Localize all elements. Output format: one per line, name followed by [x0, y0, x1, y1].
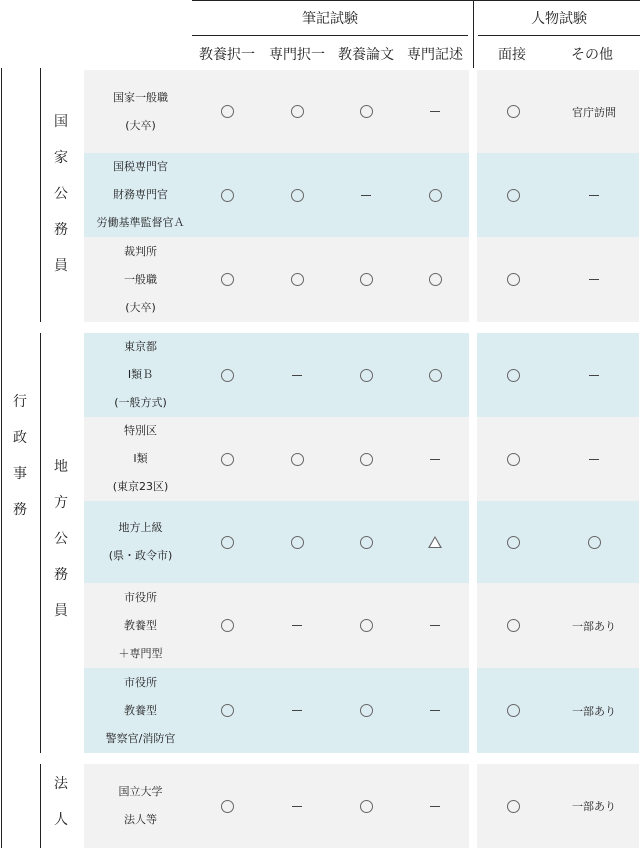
circle-mark-icon	[507, 273, 520, 286]
header-personal-underline	[478, 35, 640, 36]
table-cell	[262, 333, 332, 417]
table-cell	[192, 668, 262, 753]
circle-mark-icon	[221, 800, 234, 813]
table-cell	[478, 417, 548, 501]
table-cell	[400, 583, 470, 668]
hojin-label: 法 人	[54, 776, 68, 828]
circle-mark-icon	[507, 704, 520, 717]
row-label	[84, 668, 197, 753]
row-label-line: 一般職	[124, 272, 157, 286]
table-cell	[331, 501, 401, 583]
table-cell	[192, 70, 262, 153]
circle-mark-icon	[360, 800, 373, 813]
table-cell	[559, 417, 629, 501]
table-cell	[192, 501, 262, 583]
circle-mark-icon	[360, 453, 373, 466]
header-top-border	[192, 0, 640, 1]
row-label-line: 法人等	[124, 813, 157, 826]
gyosei-jimu-label: 行 政 事 務	[13, 394, 27, 518]
circle-mark-icon	[221, 189, 234, 202]
row-label	[84, 153, 197, 237]
circle-mark-icon	[221, 619, 234, 632]
circle-mark-icon	[221, 273, 234, 286]
col-header-kyoyo-takuitsu: 教養択一	[199, 47, 255, 63]
circle-mark-icon	[429, 369, 442, 382]
circle-mark-icon	[360, 619, 373, 632]
row-label-line: 裁判所	[124, 244, 157, 258]
header-personal-exam: 人物試験	[531, 11, 587, 27]
table-cell	[192, 153, 262, 237]
circle-mark-icon	[429, 189, 442, 202]
cell-text: 官庁訪問	[572, 105, 616, 119]
table-cell	[400, 153, 470, 237]
table-cell	[478, 501, 548, 583]
dash-mark-icon	[292, 806, 302, 807]
circle-mark-icon	[360, 273, 373, 286]
dash-mark-icon	[361, 195, 371, 196]
dash-mark-icon	[430, 111, 440, 112]
table-cell	[262, 237, 332, 322]
header-written-exam: 筆記試験	[302, 11, 358, 27]
table-cell	[331, 583, 401, 668]
row-label-line: ＋専門型	[118, 646, 163, 660]
col-header-senmon-takuitsu: 専門択一	[269, 47, 325, 63]
row-label	[84, 237, 197, 322]
row-label-line: 財務専門官	[113, 188, 168, 201]
circle-mark-icon	[507, 619, 520, 632]
table-cell	[331, 333, 401, 417]
circle-mark-icon	[291, 453, 304, 466]
table-cell	[331, 237, 401, 322]
chiho-komuin-label: 地 方 公 務 員	[54, 459, 68, 619]
table-cell	[559, 764, 629, 848]
dash-mark-icon	[430, 806, 440, 807]
table-row	[84, 237, 639, 322]
row-label	[84, 417, 197, 501]
col-header-sonota: その他	[571, 47, 613, 63]
table-row	[84, 668, 639, 753]
table-cell	[400, 668, 470, 753]
row-label	[84, 333, 197, 417]
circle-mark-icon	[221, 453, 234, 466]
table-cell	[559, 583, 629, 668]
row-label-line: (一般方式)	[114, 396, 167, 409]
dash-mark-icon	[292, 625, 302, 626]
circle-mark-icon	[221, 369, 234, 382]
circle-mark-icon	[588, 536, 601, 549]
dash-mark-icon	[589, 195, 599, 196]
col-header-mensetsu: 面接	[498, 47, 526, 63]
dash-mark-icon	[430, 625, 440, 626]
circle-mark-icon	[429, 273, 442, 286]
dash-mark-icon	[430, 459, 440, 460]
circle-mark-icon	[221, 536, 234, 549]
table-cell	[400, 501, 470, 583]
row-label	[84, 501, 197, 583]
dash-mark-icon	[589, 375, 599, 376]
row-label	[84, 764, 197, 848]
table-cell	[331, 153, 401, 237]
row-label-line: 労働基準監督官Ａ	[96, 216, 185, 229]
circle-mark-icon	[507, 536, 520, 549]
dash-mark-icon	[589, 459, 599, 460]
table-cell	[262, 153, 332, 237]
table-cell	[262, 70, 332, 153]
row-label	[84, 583, 197, 668]
table-cell	[331, 764, 401, 848]
col-header-kyoyo-ronbun: 教養論文	[338, 47, 394, 63]
table-cell	[400, 237, 470, 322]
row-label-line: 国家一般職	[113, 90, 168, 104]
row-label-line: 教養型	[124, 618, 157, 632]
row-label-line: (大卒)	[125, 300, 156, 314]
circle-mark-icon	[360, 536, 373, 549]
table-cell	[331, 668, 401, 753]
row-label-line: 市役所	[124, 675, 157, 689]
table-row	[84, 583, 639, 668]
hojin-border	[40, 764, 41, 848]
table-cell	[478, 153, 548, 237]
table-cell	[192, 237, 262, 322]
circle-mark-icon	[291, 273, 304, 286]
table-row	[84, 70, 639, 153]
row-label-line: Ⅰ類Ｂ	[127, 368, 154, 381]
table-cell	[262, 501, 332, 583]
table-cell	[478, 668, 548, 753]
header-written-underline	[192, 35, 468, 36]
kokka-border	[40, 68, 41, 322]
circle-mark-icon	[360, 704, 373, 717]
row-label-line: 東京都	[124, 340, 157, 353]
cell-text: 一部あり	[572, 800, 616, 813]
row-label-line: (大卒)	[125, 118, 156, 132]
table-row	[84, 333, 639, 417]
circle-mark-icon	[221, 704, 234, 717]
col-header-senmon-kijutsu: 専門記述	[407, 47, 463, 63]
row-label-line: 特別区	[124, 424, 157, 437]
circle-mark-icon	[507, 453, 520, 466]
circle-mark-icon	[291, 189, 304, 202]
left-border	[1, 68, 2, 848]
dash-mark-icon	[589, 279, 599, 280]
circle-mark-icon	[507, 189, 520, 202]
circle-mark-icon	[221, 105, 234, 118]
row-label-line: 地方上級	[118, 521, 163, 534]
table-cell	[559, 70, 629, 153]
table-cell	[192, 764, 262, 848]
table-cell	[262, 417, 332, 501]
cell-text: 一部あり	[572, 619, 616, 633]
table-cell	[400, 417, 470, 501]
table-cell	[559, 333, 629, 417]
table-row	[84, 501, 639, 583]
table-cell	[400, 764, 470, 848]
dash-mark-icon	[292, 710, 302, 711]
row-label-line: 警察官/消防官	[105, 731, 176, 745]
circle-mark-icon	[507, 105, 520, 118]
chiho-border	[40, 333, 41, 753]
table-cell	[559, 501, 629, 583]
table-cell	[262, 583, 332, 668]
circle-mark-icon	[507, 369, 520, 382]
kokka-komuin-label: 国 家 公 務 員	[54, 114, 68, 274]
header-divider	[473, 0, 474, 68]
table-cell	[559, 237, 629, 322]
table-cell	[478, 583, 548, 668]
table-cell	[331, 417, 401, 501]
cell-text: 一部あり	[572, 704, 616, 718]
table-row	[84, 764, 639, 848]
table-row	[84, 417, 639, 501]
triangle-mark-icon	[428, 536, 442, 548]
table-cell	[331, 70, 401, 153]
table-row	[84, 153, 639, 237]
row-label-line: 国立大学	[118, 785, 163, 798]
circle-mark-icon	[291, 105, 304, 118]
table-cell	[478, 237, 548, 322]
row-label-line: Ⅰ類	[133, 452, 148, 465]
row-label-line: 教養型	[124, 703, 157, 717]
table-cell	[478, 764, 548, 848]
circle-mark-icon	[360, 369, 373, 382]
dash-mark-icon	[292, 375, 302, 376]
table-cell	[478, 333, 548, 417]
row-label	[84, 70, 197, 153]
table-cell	[400, 70, 470, 153]
table-cell	[192, 333, 262, 417]
table-cell	[478, 70, 548, 153]
table-cell	[262, 668, 332, 753]
row-label-line: 市役所	[124, 590, 157, 604]
table-cell	[559, 153, 629, 237]
circle-mark-icon	[360, 105, 373, 118]
circle-mark-icon	[507, 800, 520, 813]
row-label-line: 国税専門官	[113, 160, 168, 173]
table-cell	[192, 583, 262, 668]
table-cell	[262, 764, 332, 848]
row-label-line: (県・政令市)	[108, 549, 173, 562]
circle-mark-icon	[291, 536, 304, 549]
row-label-line: (東京23区)	[112, 480, 169, 493]
dash-mark-icon	[430, 710, 440, 711]
table-cell	[192, 417, 262, 501]
table-cell	[559, 668, 629, 753]
table-cell	[400, 333, 470, 417]
